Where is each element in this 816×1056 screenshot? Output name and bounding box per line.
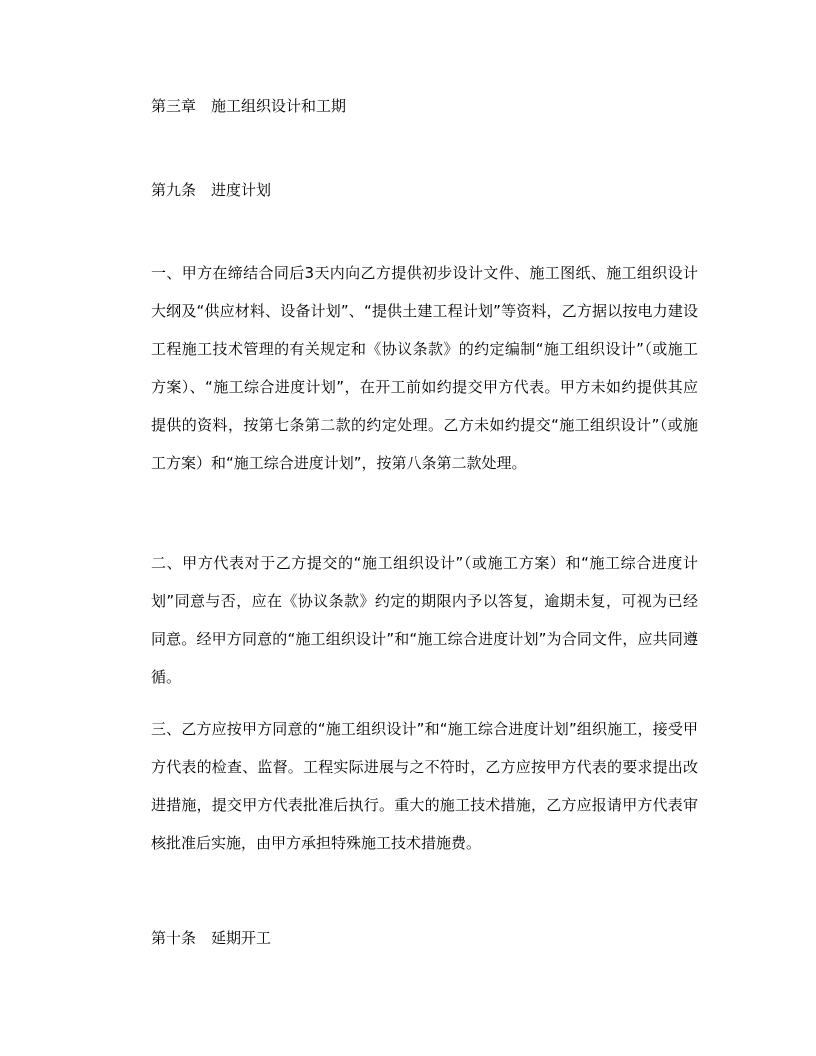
- article-9-paragraph-1: 一、甲方在缔结合同后3天内向乙方提供初步设计文件、施工图纸、施工组织设计大纲及“供应材料、设备计划”、“提供土建工程计划”等资料，乙方据以按电力建设工程施工技术管理的有关规定和《协议条款》的约定编制“施工组织设计”（或施工方案）、“施工综合进度计划”，在开工前如约提交甲方代表。甲方未如约提供其应提供的资料，按第七条第二款的约定处理。乙方未如约提交“施工组织设计”（或施工方案）和“施工综合进度计划”，按第八条第二款处理。: [151, 264, 698, 472]
- article-9-heading: 第九条 进度计划: [151, 181, 272, 199]
- article-10-heading: 第十条 延期开工: [151, 929, 272, 947]
- article-9-paragraph-3: 三、乙方应按甲方同意的“施工组织设计”和“施工综合进度计划”组织施工，接受甲方代表的检查、监督。工程实际进展与之不符时，乙方应按甲方代表的要求提出改进措施，提交甲方代表批准后执行。重大的施工技术措施，乙方应报请甲方代表审核批准后实施，由甲方承担特殊施工技术措施费。: [151, 720, 698, 852]
- article-9-paragraph-2: 二、甲方代表对于乙方提交的“施工组织设计”（或施工方案）和“施工综合进度计划”同意与否，应在《协议条款》约定的期限内予以答复，逾期未复，可视为已经同意。经甲方同意的“施工组织设计”和“施工综合进度计划”为合同文件，应共同遵循。: [151, 554, 698, 686]
- chapter-heading: 第三章 施工组织设计和工期: [151, 97, 347, 115]
